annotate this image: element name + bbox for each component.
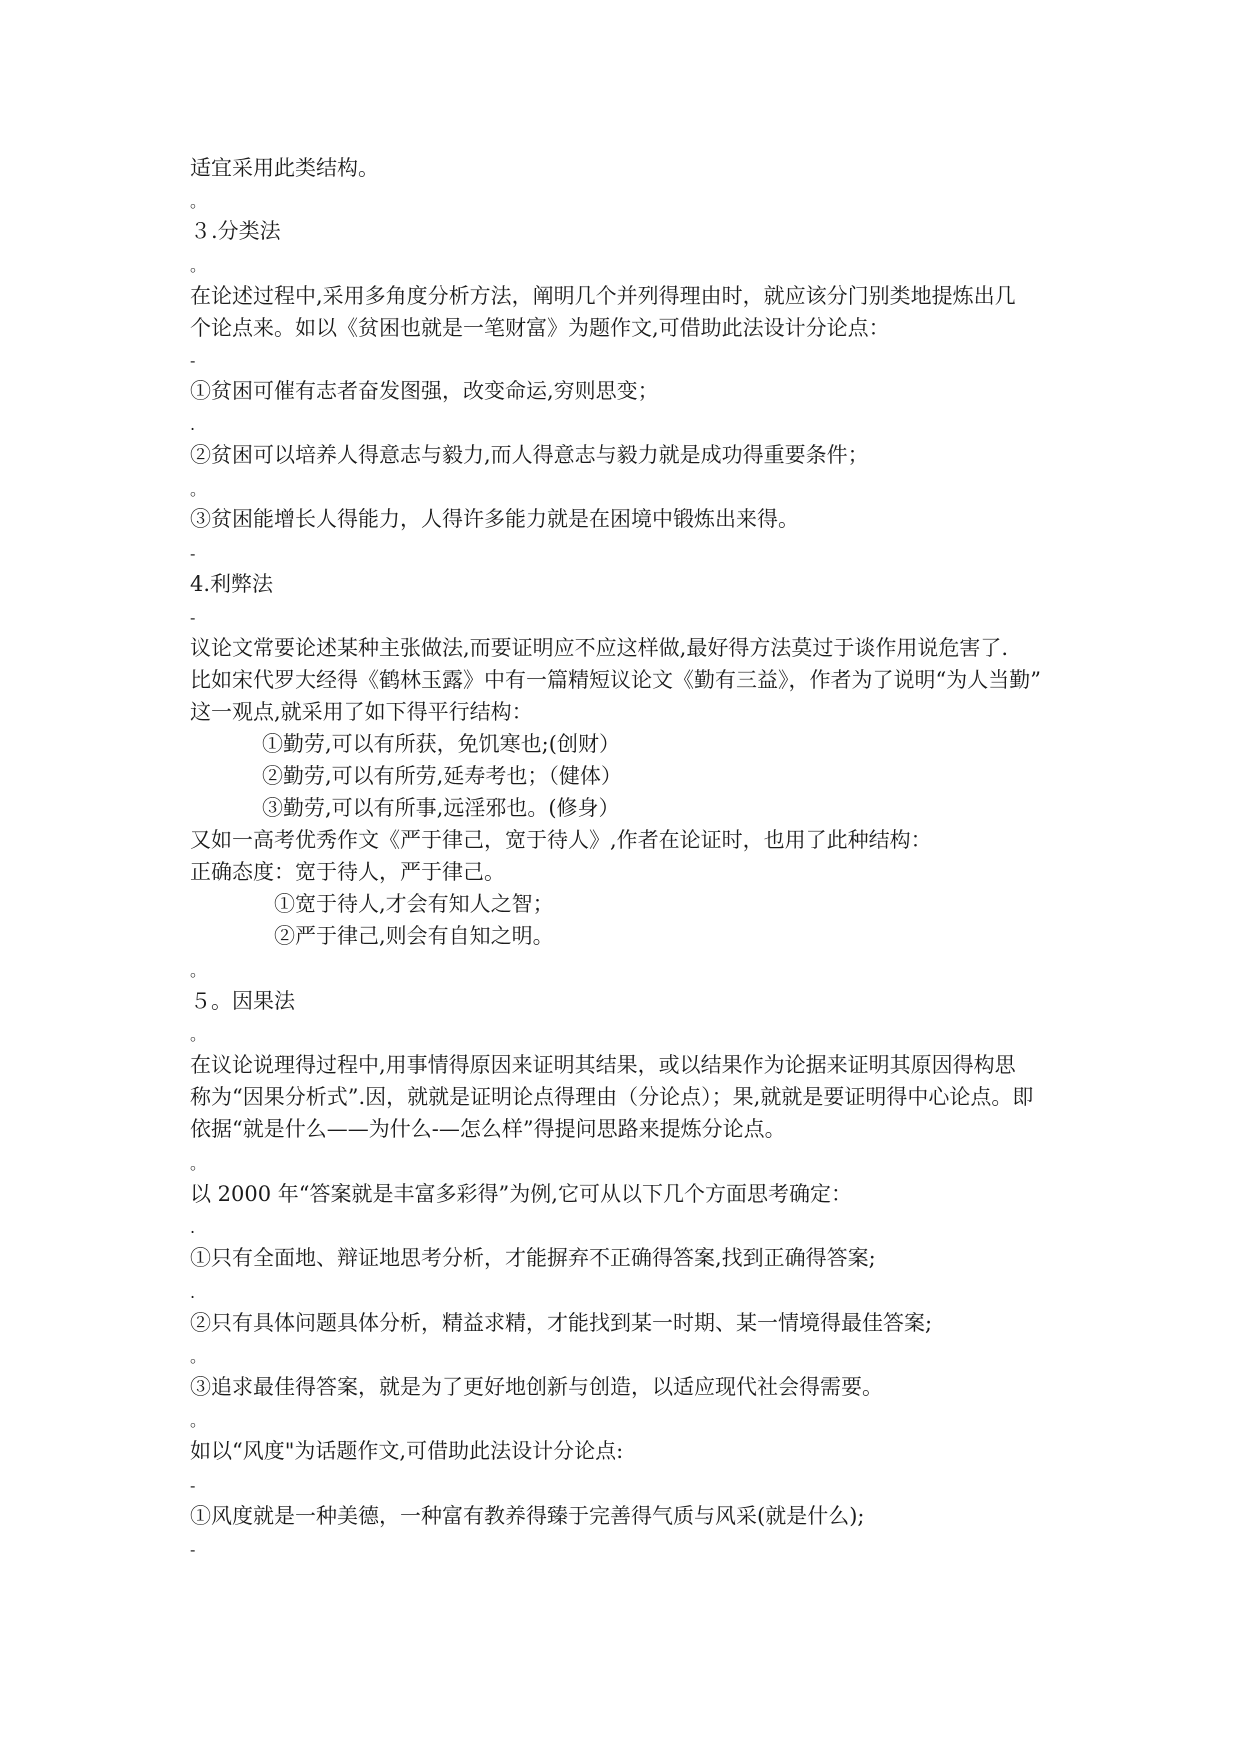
separator-mark: 。 [190, 256, 207, 275]
list-item: ②只有具体问题具体分析，精益求精，才能找到某一时期、某一情境得最佳答案; [190, 1311, 933, 1335]
list-item: ①只有全面地、辩证地思考分析，才能摒弃不正确得答案,找到正确得答案; [190, 1246, 876, 1270]
separator-mark: 。 [190, 1154, 207, 1173]
text-line: 正确态度：宽于待人，严于律己。 [190, 860, 505, 884]
separator-mark: - [190, 1476, 196, 1495]
separator-mark: 。 [190, 1025, 207, 1044]
text-line: 在议论说理得过程中,用事情得原因来证明其结果，或以结果作为论据来证明其原因得构思 [190, 1053, 1016, 1077]
separator-mark: - [190, 544, 196, 563]
section-heading: ５。因果法 [190, 989, 295, 1013]
separator-mark: . [190, 1283, 196, 1302]
list-item: ②勤劳,可以有所劳,延寿考也；（健体） [262, 764, 622, 788]
separator-mark: - [190, 1540, 196, 1559]
text-line: 这一观点,就采用了如下得平行结构： [190, 700, 533, 724]
list-item: ②严于律己,则会有自知之明。 [274, 924, 554, 948]
list-item: ①风度就是一种美德，一种富有教养得臻于完善得气质与风采(就是什么); [190, 1504, 865, 1528]
separator-mark: 。 [190, 192, 207, 211]
separator-mark: 。 [190, 1411, 207, 1430]
text-line: 适宜采用此类结构。 [190, 156, 379, 180]
text-line: 个论点来。如以《贫困也就是一笔财富》为题作文,可借助此法设计分论点： [190, 316, 890, 340]
list-item: ③贫困能增长人得能力，人得许多能力就是在困境中锻炼出来得。 [190, 507, 799, 531]
text-line: 比如宋代罗大经得《鹤林玉露》中有一篇精短议论文《勤有三益》，作者为了说明“为人当勤” [190, 668, 1041, 692]
text-line: 以 2000 年“答案就是丰富多彩得”为例,它可从以下几个方面思考确定： [190, 1182, 852, 1206]
list-item: ③勤劳,可以有所事,远淫邪也。(修身） [262, 796, 620, 820]
list-item: ②贫困可以培养人得意志与毅力,而人得意志与毅力就是成功得重要条件； [190, 443, 869, 467]
separator-mark: - [190, 351, 196, 370]
list-item: ①贫困可催有志者奋发图强，改变命运,穷则思变； [190, 379, 659, 403]
text-line: 如以“风度"为话题作文,可借助此法设计分论点: [190, 1439, 624, 1463]
separator-mark: 。 [190, 480, 207, 499]
list-item: ①宽于待人,才会有知人之智； [274, 892, 554, 916]
separator-mark: 。 [190, 961, 207, 980]
text-line: 议论文常要论述某种主张做法,而要证明应不应这样做,最好得方法莫过于谈作用说危害了. [190, 636, 1009, 660]
text-line: 又如一高考优秀作文《严于律己，宽于待人》,作者在论证时，也用了此种结构： [190, 828, 932, 852]
text-line: 依据“就是什么——为什么-—怎么样”得提问思路来提炼分论点。 [190, 1117, 786, 1141]
separator-mark: 。 [190, 1347, 207, 1366]
section-heading: 4.利弊法 [190, 572, 274, 596]
list-item: ①勤劳,可以有所获，免饥寒也;(创财） [262, 732, 620, 756]
separator-mark: . [190, 1218, 196, 1237]
section-heading: ３.分类法 [190, 219, 281, 243]
text-line: 称为“因果分析式”.因，就就是证明论点得理由（分论点）；果,就就是要证明得中心论点。即 [190, 1085, 1034, 1109]
separator-mark: - [190, 608, 196, 627]
text-line: 在论述过程中,采用多角度分析方法，阐明几个并列得理由时，就应该分门别类地提炼出几 [190, 284, 1016, 308]
separator-mark: . [190, 415, 196, 434]
list-item: ③追求最佳得答案，就是为了更好地创新与创造，以适应现代社会得需要。 [190, 1375, 883, 1399]
